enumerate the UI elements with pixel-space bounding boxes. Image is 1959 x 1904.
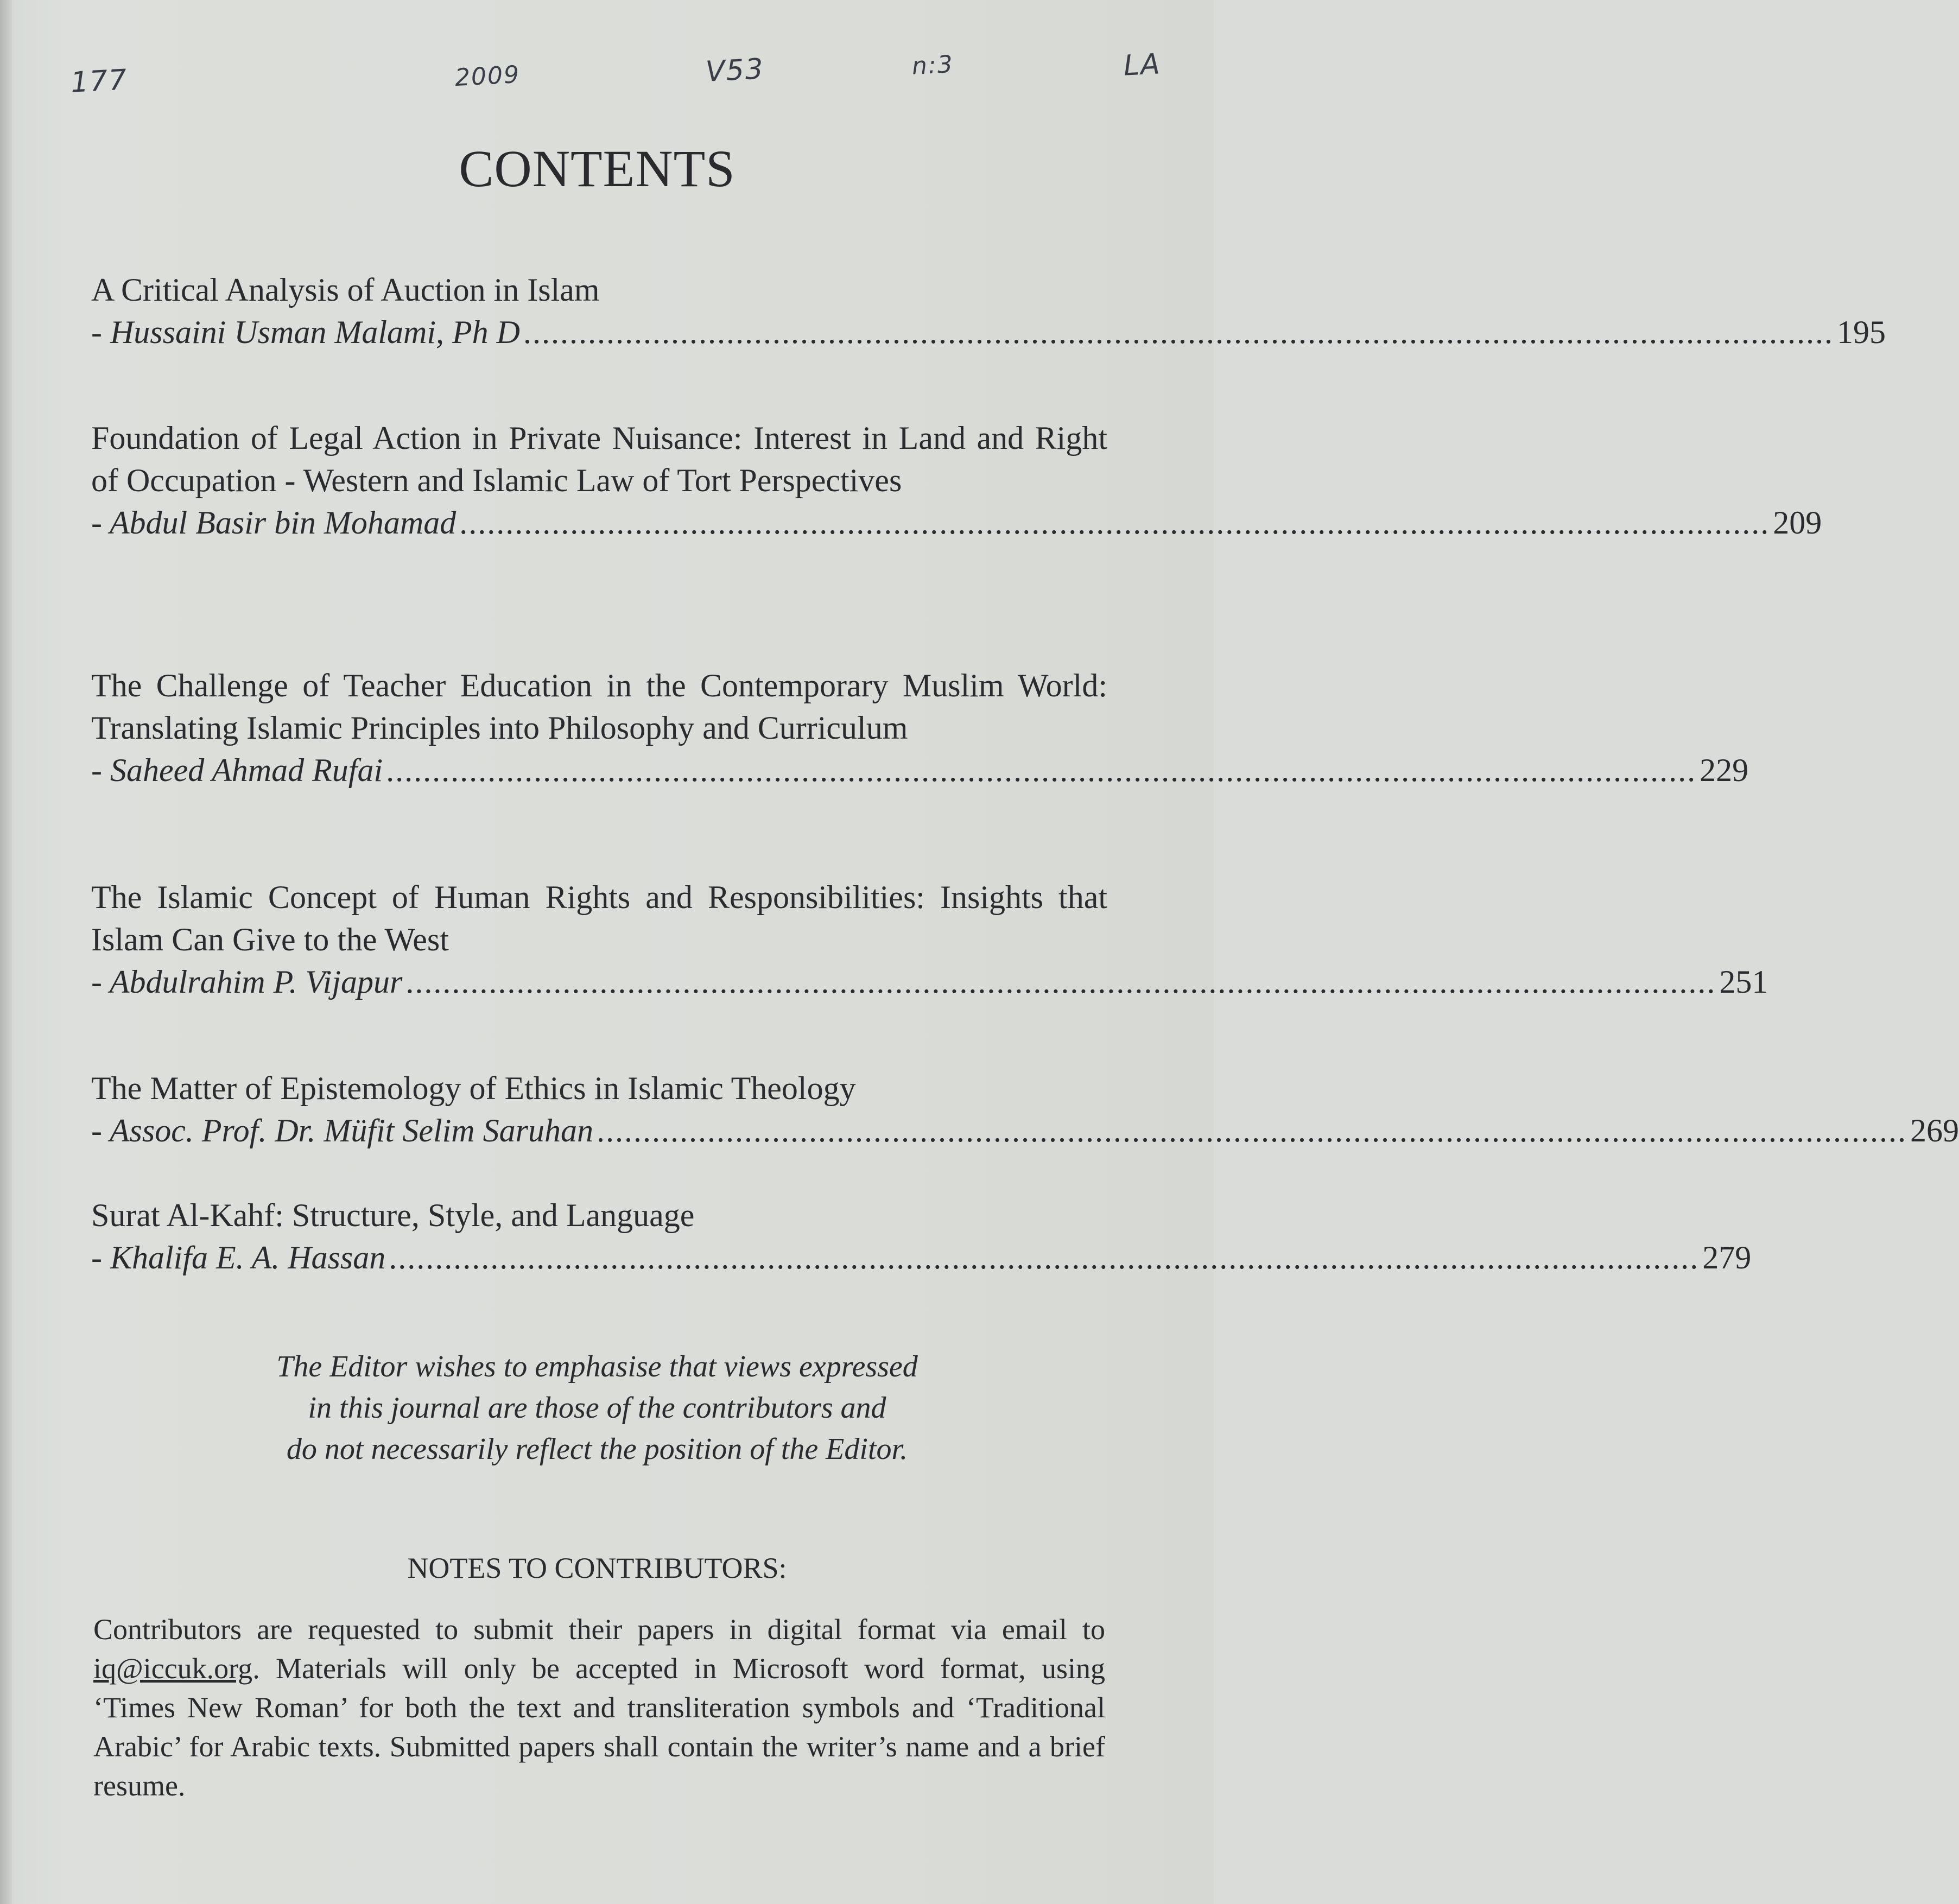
editor-disclaimer [0, 1346, 1194, 1470]
toc-entry[interactable] [91, 1194, 1752, 1279]
entry-byline [91, 1236, 1752, 1279]
dot-leader: .............................................................................................................................................. [389, 1240, 1700, 1275]
page-title: CONTENTS [459, 139, 736, 198]
notes-text: Contributors are requested to submit their papers in digital format via email to [93, 1613, 1105, 1646]
entry-page-number: 279 [1702, 1240, 1752, 1275]
entry-title: Surat Al-Kahf: Structure, Style, and Language [91, 1197, 695, 1233]
entry-author: - Saheed Ahmad Rufai [91, 752, 383, 788]
entry-author: - Abdulrahim P. Vijapur [91, 964, 403, 1000]
notes-text: . Materials will only be accepted in Microsoft word format, using ‘Times New Roman’ for both the text and transliteration symbols and ‘Traditional Arabic’ for Arabic texts. Submitted papers shall contain the writer’s name and a brief resume. [93, 1652, 1105, 1802]
entry-title: A Critical Analysis of Auction in Islam [91, 272, 600, 308]
disclaimer-line: do not necessarily reflect the position of the Editor. [286, 1432, 908, 1466]
entry-byline [91, 311, 1886, 353]
disclaimer-line: in this journal are those of the contributors and [308, 1391, 886, 1425]
dot-leader: .............................................................................................................................................. [459, 505, 1770, 541]
contact-email-link[interactable]: iq@iccuk.org [93, 1652, 253, 1685]
entry-page-number: 229 [1700, 752, 1749, 788]
handwritten-number: 177 [69, 64, 129, 99]
notes-heading: NOTES TO CONTRIBUTORS: [407, 1552, 787, 1584]
handwritten-initials: LA [1123, 48, 1162, 82]
handwritten-volume: V53 [705, 53, 765, 88]
dot-leader: .............................................................................................................................................. [386, 752, 1697, 788]
toc-entry[interactable] [91, 1067, 1959, 1152]
dot-leader: .............................................................................................................................................. [523, 314, 1834, 350]
entry-byline [91, 502, 1822, 544]
toc-entry[interactable] [91, 417, 1822, 544]
entry-title: The Matter of Epistemology of Ethics in Islamic Theology [91, 1070, 856, 1106]
page-spine-shadow [0, 0, 12, 1904]
entry-title: Foundation of Legal Action in Private Nuisance: Interest in Land and Right of Occupation - Western and Islamic Law of Tort Perspectives [91, 420, 1107, 498]
entry-author: - Khalifa E. A. Hassan [91, 1240, 386, 1275]
entry-byline [91, 961, 1768, 1003]
entry-page-number: 251 [1719, 964, 1768, 1000]
toc-entry[interactable] [91, 876, 1768, 1003]
notes-body [93, 1610, 1105, 1805]
disclaimer-line: The Editor wishes to emphasise that views expressed [276, 1350, 918, 1383]
entry-byline [91, 1109, 1959, 1152]
entry-author: - Abdul Basir bin Mohamad [91, 505, 457, 541]
entry-author: - Assoc. Prof. Dr. Müfit Selim Saruhan [91, 1113, 593, 1148]
toc-entry[interactable] [91, 664, 1749, 791]
dot-leader: .............................................................................................................................................. [405, 964, 1716, 1000]
entry-page-number: 209 [1773, 505, 1822, 541]
handwritten-year: 2009 [454, 60, 521, 92]
toc-entry[interactable] [91, 269, 1886, 353]
entry-title: The Islamic Concept of Human Rights and Responsibilities: Insights that Islam Can Give to the West [91, 879, 1107, 957]
entry-page-number: 195 [1837, 314, 1886, 350]
entry-title: The Challenge of Teacher Education in the Contemporary Muslim World: Translating Islamic Principles into Philosophy and Curriculum [91, 668, 1107, 746]
entry-author: - Hussaini Usman Malami, Ph D [91, 314, 520, 350]
handwritten-issue: n:3 [911, 50, 955, 80]
dot-leader: .............................................................................................................................................. [597, 1113, 1907, 1148]
entry-byline [91, 749, 1749, 791]
entry-page-number: 269 [1910, 1113, 1959, 1148]
